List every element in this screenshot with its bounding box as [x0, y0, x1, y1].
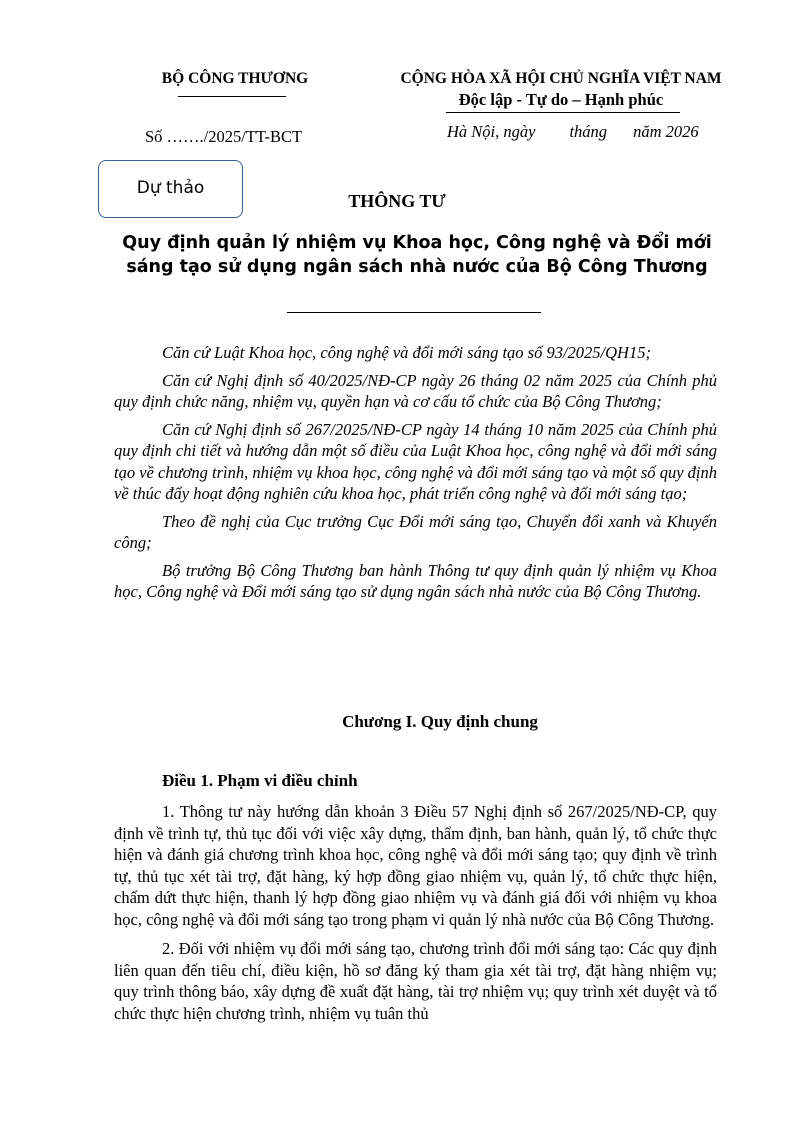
chapter-heading: Chương I. Quy định chung — [342, 712, 538, 731]
document-title: Quy định quản lý nhiệm vụ Khoa học, Công nghệ và Đổi mới sáng tạo sử dụng ngân sách nhà nước của Bộ Công Thương — [122, 233, 712, 277]
legal-bases — [114, 342, 717, 609]
document-type: THÔNG TƯ — [348, 191, 446, 211]
article-paragraph: 1. Thông tư này hướng dẫn khoản 3 Điều 57 Nghị định số 267/2025/NĐ-CP, quy định về trình tự, thủ tục đối với việc xây dựng, thẩm định, ban hành, quản lý, tổ chức thực hiện và đánh giá chương trình khoa học, công nghệ và đổi mới sáng tạo; quy định về trình tự, thủ tục xét tài trợ, đặt hàng, ký hợp đồng giao nhiệm vụ, quản lý, tổ chức thực hiện, chấm dứt thực hiện, thanh lý hợp đồng giao nhiệm vụ và đánh giá đối với nhiệm vụ khoa học, công nghệ và đổi mới sáng tạo trong phạm vi quản lý nhà nước của Bộ Công Thương. — [114, 802, 717, 929]
place-date — [447, 122, 699, 142]
article-body — [114, 801, 717, 1032]
draft-label: Dự thảo — [136, 178, 205, 198]
motto-underline — [446, 112, 680, 113]
legal-basis-paragraph: Căn cứ Luật Khoa học, công nghệ và đổi mới sáng tạo số 93/2025/QH15; — [162, 343, 651, 362]
legal-basis-paragraph: Căn cứ Nghị định số 267/2025/NĐ-CP ngày 14 tháng 10 năm 2025 của Chính phủ quy định chi tiết và hướng dẫn một số điều của Luật Khoa học, công nghệ và đổi mới sáng tạo về chương trình, nhiệm vụ khoa học, công nghệ và đổi mới sáng tạo và một số quy định về thúc đẩy hoạt động nghiên cứu khoa học, phát triển công nghệ và đổi mới sáng tạo; — [114, 419, 717, 503]
legal-basis-paragraph: Theo đề nghị của Cục trưởng Cục Đổi mới sáng tạo, Chuyển đổi xanh và Khuyến công; — [114, 511, 717, 552]
title-underline — [287, 312, 541, 313]
legal-basis-paragraph: Căn cứ Nghị định số 40/2025/NĐ-CP ngày 26 tháng 02 năm 2025 của Chính phủ quy định chức năng, nhiệm vụ, quyền hạn và cơ cấu tổ chức của Bộ Công Thương; — [114, 370, 717, 411]
national-motto: Độc lập - Tự do – Hạnh phúc — [458, 90, 664, 109]
legal-basis-paragraph: Bộ trưởng Bộ Công Thương ban hành Thông tư quy định quản lý nhiệm vụ Khoa học, Công nghệ và Đổi mới sáng tạo sử dụng ngân sách nhà nước của Bộ Công Thương. — [114, 560, 717, 601]
republic-name: CỘNG HÒA XÃ HỘI CHỦ NGHĨA VIỆT NAM — [400, 70, 722, 87]
article-heading: Điều 1. Phạm vi điều chỉnh — [162, 771, 358, 790]
article-paragraph: 2. Đối với nhiệm vụ đổi mới sáng tạo, chương trình đổi mới sáng tạo: Các quy định liên quan đến tiêu chí, điều kiện, hồ sơ đăng ký tham gia xét tài trợ, đặt hàng nhiệm vụ; quy trình thông báo, xây dựng đề xuất đặt hàng, tài trợ nhiệm vụ; quy trình xét duyệt và tổ chức thực hiện chương trình, nhiệm vụ tuân thủ — [114, 939, 717, 1023]
place-day: Hà Nội, ngày — [447, 122, 536, 141]
document-number: Số ……./2025/TT-BCT — [145, 127, 303, 146]
date-year: năm 2026 — [633, 122, 699, 141]
ministry-underline — [178, 96, 286, 97]
date-month: tháng — [569, 122, 608, 141]
ministry-name: BỘ CÔNG THƯƠNG — [161, 70, 309, 87]
